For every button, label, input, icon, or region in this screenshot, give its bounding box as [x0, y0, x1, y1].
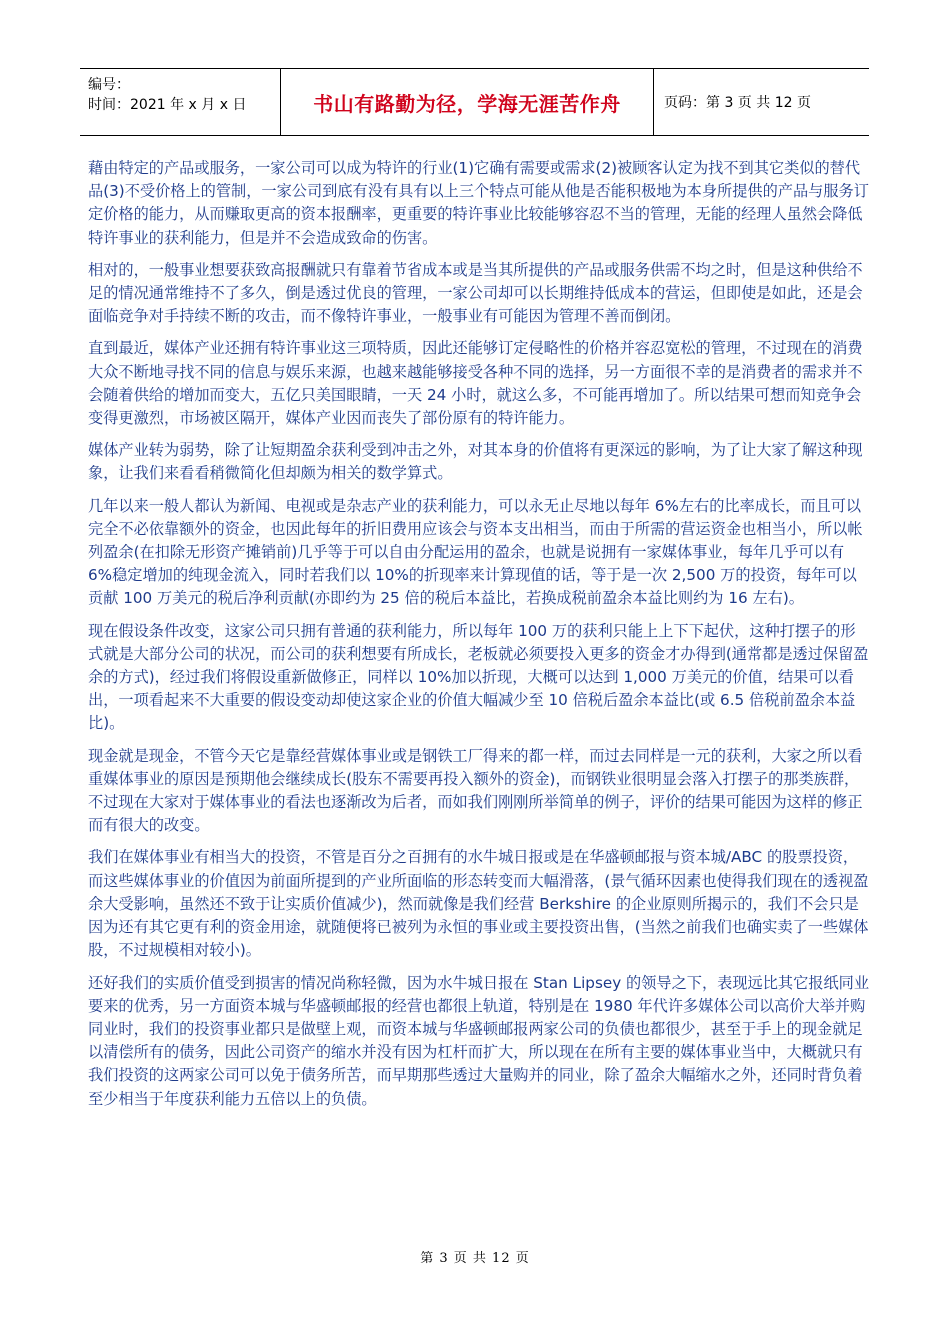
body-paragraph: 相对的，一般事业想要获致高报酬就只有靠着节省成本或是当其所提供的产品或服务供需不均之时，但是这种供给不足的情况通常维持不了多久，倒是透过优良的管理，一家公司却可以长期维持低成本的营运，但即使是如此，还是会面临竞争对手持续不断的攻击，而不像特许事业，一般事业有可能因为管理不善而倒闭。: [88, 260, 863, 326]
document-number-label: 编号：: [88, 77, 130, 93]
header-meta: [80, 69, 281, 135]
body-paragraph: 几年以来一般人都认为新闻、电视或是杂志产业的获利能力，可以永无止尽地以每年 6%左右的比率成长，而且可以完全不必依靠额外的资金，也因此每年的折旧费用应该会与资本支出相当，而由于所需的营运资金也相当小，所以帐列盈余(在扣除无形资产摊销前)几乎等于可以自由分配运用的盈余，也就是说拥有一家媒体事业，每年几乎可以有 6%稳定增加的纯现金流入，同时若我们以 10%的折现率来计算现值的话，等于是一次 2,500 万的投资，每年可以贡献 100 万美元的税后净利贡献(亦即约为 25 倍的税后本益比，若换成税前盈余本益比则约为 16 左右)。: [88, 496, 863, 608]
body-paragraph: 媒体产业转为弱势，除了让短期盈余获利受到冲击之外，对其本身的价值将有更深远的影响，为了让大家了解这种现象，让我们来看看稍微简化但却颇为相关的数学算式。: [88, 441, 863, 483]
document-body: [88, 157, 870, 1120]
page-footer: 第 3 页 共 12 页: [420, 1251, 530, 1266]
body-paragraph: 直到最近，媒体产业还拥有特许事业这三项特质，因此还能够订定侵略性的价格并容忍宽松的管理，不过现在的消费大众不断地寻找不同的信息与娱乐来源，也越来越能够接受各种不同的选择，另一方面很不幸的是消费者的需求并不会随着供给的增加而变大，五亿只美国眼睛，一天 24 小时，就这么多，不可能再增加了。所以结果可想而知竞争会变得更激烈，市场被区隔开，媒体产业因而丧失了部份原有的特许能力。: [88, 339, 863, 428]
body-paragraph: 还好我们的实质价值受到损害的情况尚称轻微，因为水牛城日报在 Stan Lipsey 的领导之下，表现远比其它报纸同业要来的优秀，另一方面资本城与华盛顿邮报的经营也都很上轨道，特别是在 1980 年代许多媒体公司以高价大举并购同业时，我们的投资事业都只是做壁上观，而资本城与华盛顿邮报两家公司的负债也都很少，甚至于手上的现金就足以清偿所有的债务，因此公司资产的缩水并没有因为杠杆而扩大，所以现在在所有主要的媒体事业当中，大概就只有我们投资的这两家公司可以免于债务所苦，而早期那些透过大量购并的同业，除了盈余大幅缩水之外，还同时背负着至少相当于年度获利能力五倍以上的负债。: [88, 973, 870, 1108]
body-paragraph: 我们在媒体事业有相当大的投资，不管是百分之百拥有的水牛城日报或是在华盛顿邮报与资本城/ABC 的股票投资，而这些媒体事业的价值因为前面所提到的产业所面临的形态转变而大幅滑落，(景气循环因素也使得我们现在的透视盈余大受影响，虽然还不致于让实质价值减少)，然而就像是我们经营 Berkshire 的企业原则所揭示的，我们不会只是因为还有其它更有利的资金用途，就随便将已被列为永恒的事业或主要投资出售，(当然之前我们也确实卖了一些媒体股，不过规模相对较小)。: [88, 848, 869, 960]
header-page-number: 页码：第 3 页 共 12 页: [664, 95, 811, 111]
body-paragraph: 现金就是现金，不管今天它是靠经营媒体事业或是钢铁工厂得来的都一样，而过去同样是一元的获利，大家之所以看重媒体事业的原因是预期他会继续成长(股东不需要再投入额外的资金)，而钢铁业很明显会落入打摆子的那类族群，不过现在大家对于媒体事业的看法也逐渐改为后者，而如我们刚刚所举简单的例子，评价的结果可能因为这样的修正而有很大的改变。: [88, 746, 863, 835]
header-motto: 书山有路勤为径，学海无涯苦作舟: [281, 69, 654, 135]
body-paragraph: 藉由特定的产品或服务，一家公司可以成为特许的行业(1)它确有需要或需求(2)被顾客认定为找不到其它类似的替代品(3)不受价格上的管制，一家公司到底有没有具有以上三个特点可能从他是否能积极地为本身所提供的产品与服务订定价格的能力，从而赚取更高的资本报酬率，更重要的特许事业比较能够容忍不当的管理，无能的经理人虽然会降低特许事业的获利能力，但是并不会造成致命的伤害。: [88, 159, 869, 247]
page-header: [80, 68, 869, 136]
body-paragraph: 现在假设条件改变，这家公司只拥有普通的获利能力，所以每年 100 万的获利只能上上下下起伏，这种打摆子的形式就是大部分公司的状况，而公司的获利想要有所成长，老板就必须要投入更多的资金才办得到(通常都是透过保留盈余的方式)，经过我们将假设重新做修正，同样以 10%加以折现，大概可以达到 1,000 万美元的价值，结果可以看出，一项看起来不大重要的假设变动却使这家企业的价值大幅减少至 10 倍税后盈余本益比(或 6.5 倍税前盈余本益比)。: [88, 621, 869, 733]
document-date-label: 时间：2021 年 x 月 x 日: [88, 97, 247, 113]
